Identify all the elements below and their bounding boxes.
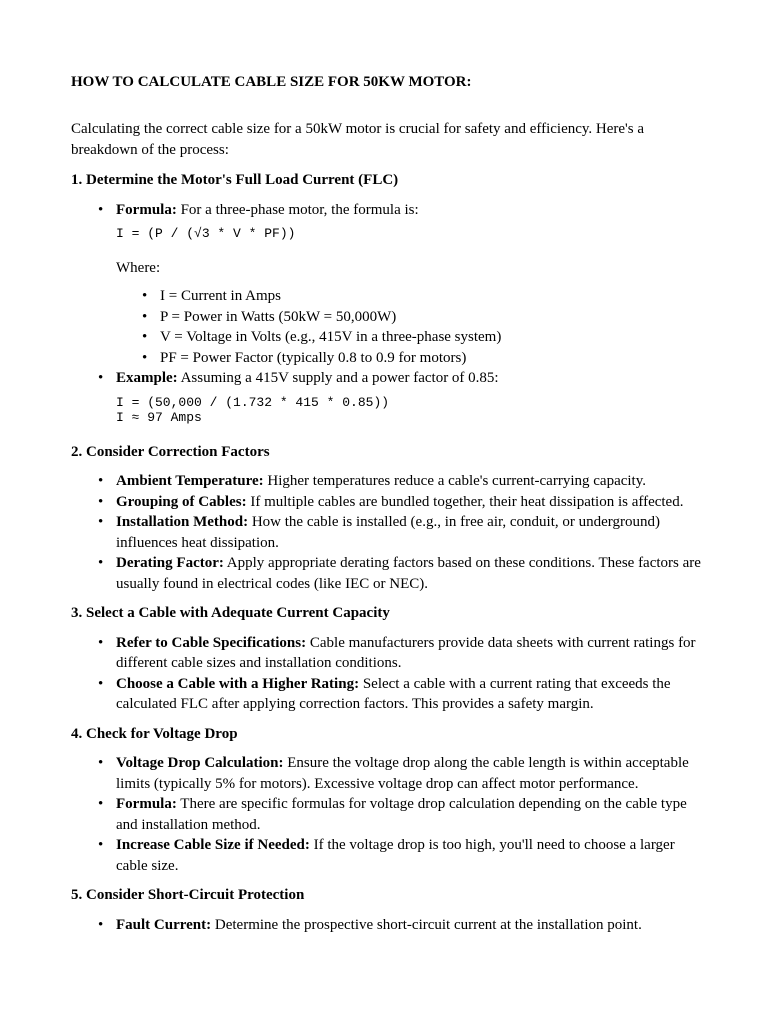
list-item	[71, 753, 701, 794]
item-text: How the cable is installed (e.g., in free air, conduit, or underground) influences heat dissipation.	[116, 514, 661, 551]
intro-paragraph: Calculating the correct cable size for a 50kW motor is crucial for safety and efficiency. Here's a breakdown of the process:	[71, 121, 645, 158]
item-text: Select a cable with a current rating that exceeds the calculated FLC after applying correction factors. This provides a safety margin.	[116, 675, 671, 712]
item-label: Fault Current:	[116, 916, 212, 933]
variable-item: • I = Current in Amps	[116, 286, 701, 307]
list-item	[71, 794, 701, 835]
item-label: Formula:	[116, 201, 177, 218]
where-label: Where:	[116, 259, 161, 276]
variable-item: • PF = Power Factor (typically 0.8 to 0.9 for motors)	[116, 348, 701, 369]
section-heading: 4. Check for Voltage Drop	[71, 725, 238, 742]
list-item	[71, 512, 701, 553]
variable-item: • P = Power in Watts (50kW = 50,000W)	[116, 307, 701, 328]
section-heading: 3. Select a Cable with Adequate Current Capacity	[71, 605, 390, 621]
section-1-list	[71, 200, 701, 426]
section-2-list	[71, 471, 701, 594]
item-label: Derating Factor:	[116, 555, 224, 571]
list-item	[71, 200, 701, 369]
item-label: Choose a Cable with a Higher Rating:	[116, 675, 360, 692]
item-label: Example:	[116, 370, 178, 386]
list-item	[71, 674, 701, 715]
list-item	[71, 368, 701, 426]
section-heading: 2. Consider Correction Factors	[71, 443, 270, 460]
example-code-block: I = (50,000 / (1.732 * 415 * 0.85)) I ≈ 97 Amps	[116, 394, 390, 425]
list-item	[71, 633, 701, 674]
item-label: Installation Method:	[116, 514, 249, 530]
item-text: There are specific formulas for voltage drop calculation depending on the cable type and installation method.	[116, 796, 687, 833]
formula-code-block: I = (P / (√3 * V * PF))	[116, 226, 296, 241]
item-text: Apply appropriate derating factors based on these conditions. These factors are usually found in electrical codes (like IEC or NEC).	[116, 555, 701, 592]
section-4-list	[71, 753, 701, 876]
item-text: If the voltage drop is too high, you'll need to choose a larger cable size.	[116, 837, 675, 874]
item-text: Assuming a 415V supply and a power factor of 0.85:	[177, 370, 499, 386]
section-heading: 5. Consider Short-Circuit Protection	[71, 887, 305, 903]
item-label: Voltage Drop Calculation:	[116, 755, 284, 771]
item-label: Grouping of Cables:	[116, 493, 247, 510]
item-text: Cable manufacturers provide data sheets with current ratings for different cable sizes and installation conditions.	[116, 634, 696, 671]
item-label: Refer to Cable Specifications:	[116, 634, 307, 651]
item-text: If multiple cables are bundled together, their heat dissipation is affected.	[246, 493, 684, 510]
variables-list	[116, 286, 701, 368]
item-text: Ensure the voltage drop along the cable length is within acceptable limits (typically 5% for motors). Excessive voltage drop can affect motor performance.	[116, 755, 689, 792]
item-text: For a three-phase motor, the formula is:	[176, 201, 419, 218]
item-text: Determine the prospective short-circuit current at the installation point.	[211, 916, 642, 933]
variable-item: • V = Voltage in Volts (e.g., 415V in a three-phase system)	[116, 327, 701, 348]
item-label: Formula:	[116, 796, 177, 812]
page-title: HOW TO CALCULATE CABLE SIZE FOR 50KW MOTOR:	[71, 74, 472, 90]
list-item	[71, 471, 701, 492]
item-label: Increase Cable Size if Needed:	[116, 837, 310, 853]
list-item	[71, 553, 701, 594]
section-3-list	[71, 633, 701, 715]
section-5-list	[71, 915, 701, 936]
section-heading: 1. Determine the Motor's Full Load Current (FLC)	[71, 172, 399, 188]
list-item	[71, 915, 701, 936]
item-label: Ambient Temperature:	[116, 473, 264, 489]
list-item	[71, 835, 701, 876]
list-item	[71, 492, 701, 513]
document-body	[71, 170, 701, 944]
item-text: Higher temperatures reduce a cable's current-carrying capacity.	[263, 473, 646, 489]
